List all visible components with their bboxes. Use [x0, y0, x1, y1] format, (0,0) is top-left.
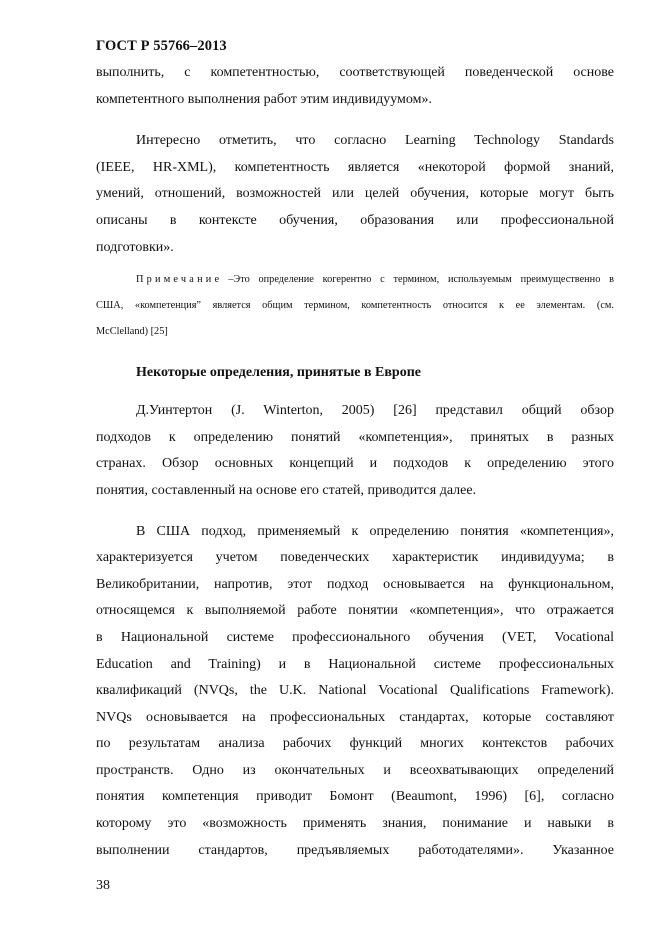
text-line: квалификаций (NVQs, the U.K. National Vocational Qualifications Framework). — [96, 683, 614, 699]
note-text-line: США, «компетенция” является общим термином, компетентность относится к ее элементам. (см. — [96, 300, 614, 312]
text-line: Education and Training) и в Национальной системе профессиональных — [96, 656, 614, 672]
text-line: Д.Уинтертон (J. Winterton, 2005) [26] представил общий обзор — [136, 403, 614, 419]
text-line: Великобритании, напротив, этот подход основывается на функциональном, — [96, 576, 614, 592]
section-title: Некоторые определения, принятые в Европе — [136, 365, 421, 381]
text-line: описаны в контексте обучения, образования или профессиональной — [96, 212, 614, 228]
page-number: 38 — [96, 878, 110, 893]
note-text-line: McClelland) [25] — [96, 326, 168, 338]
text-line: подходов к определению понятий «компетенция», принятых в разных — [96, 429, 614, 445]
text-line: относящемся к выполняемой работе понятии «компетенция», что отражается — [96, 603, 614, 619]
text-line: NVQs основывается на профессиональных стандартах, которые составляют — [96, 709, 614, 725]
text-line: странах. Обзор основных концепций и подходов к определению этого — [96, 456, 614, 472]
paragraph-continuation — [96, 60, 614, 113]
text-line: понятия компетенция приводит Бомонт (Beaumont, 1996) [6], согласно — [96, 789, 614, 805]
text-line: выполнении стандартов, предъявляемых работодателями». Указанное — [96, 842, 614, 858]
text-line: характеризуется учетом поведенческих характеристик индивидуума; в — [96, 550, 614, 566]
note-label: Примечание — [136, 274, 223, 286]
standard-code-header: ГОСТ Р 55766–2013 — [96, 38, 227, 54]
text-line: в Национальной системе профессионального обучения (VET, Vocational — [96, 629, 614, 645]
paragraph-usa-uk — [96, 519, 614, 865]
text-line: компетентного выполнения работ этим индивидуумом». — [96, 91, 432, 107]
text-line: пространств. Одно из окончательных и всеохватывающих определений — [96, 762, 614, 778]
text-line: умений, отношений, возможностей или целей обучения, которые могут быть — [96, 186, 614, 202]
paragraph-learning-standards — [96, 128, 614, 261]
text-line: по результатам анализа рабочих функций многих контекстов рабочих — [96, 736, 614, 752]
text-line: Интересно отметить, что согласно Learning Technology Standards — [136, 133, 614, 149]
note-text-line: –Это определение когерентно с термином, используемым преимущественно в — [228, 274, 614, 286]
document-body — [96, 60, 614, 864]
text-line: выполнить, с компетентностью, соответствующей поведенческой основе — [96, 65, 614, 80]
text-line: понятия, составленный на основе его статей, приводится далее. — [96, 482, 477, 498]
text-line: В США подход, применяемый к определению понятия «компетенция», — [136, 523, 614, 539]
note-block — [96, 267, 614, 345]
text-line: которому это «возможность применять знания, понимание и навыки в — [96, 816, 614, 832]
text-line: (IEEE, HR-XML), компетентность является «некоторой формой знаний, — [96, 159, 614, 175]
paragraph-winterton — [96, 398, 614, 504]
text-line: подготовки». — [96, 239, 174, 255]
